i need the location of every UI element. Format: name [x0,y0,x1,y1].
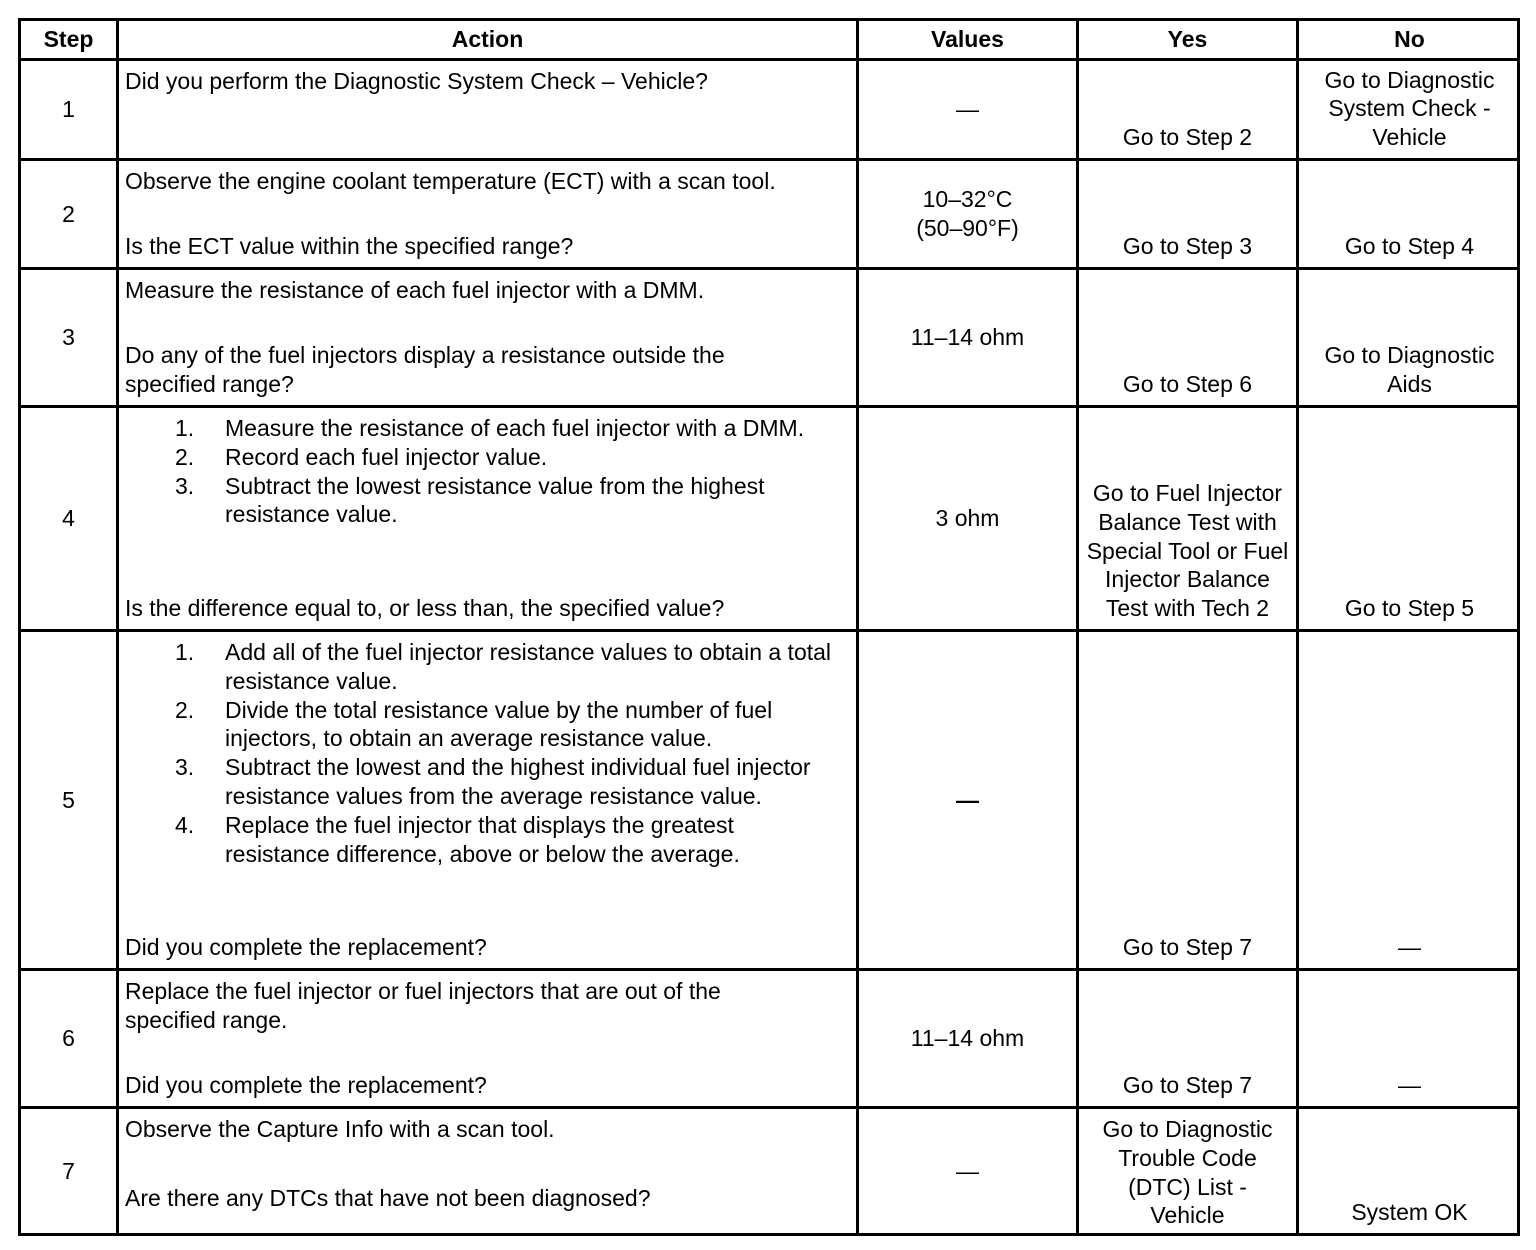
step-number: 4 [62,505,75,532]
values-cell: — [956,786,979,813]
values-cell: 3 ohm [935,505,1000,532]
header-values: Values [931,26,1004,52]
action-question: Did you complete the replacement? [125,934,487,961]
action-cell [119,161,856,267]
list-item: 4. Replace the fuel injector that displays the greatest resistance difference, above or below the average. [175,811,740,867]
yes-cell: Go to Step 6 [1122,371,1253,398]
list-item: 2. Divide the total resistance value by the number of fuel injectors, to obtain an average resistance value. [175,696,773,752]
action-cell [119,61,856,158]
action-text: Observe the engine coolant temperature (ECT) with a scan tool. [125,168,776,194]
header-action: Action [451,26,524,52]
values-cell: — [956,96,979,123]
yes-cell: Go to Step 7 [1122,934,1253,961]
no-cell: System OK [1351,1199,1468,1226]
no-cell: Go to Diagnostic System Check - Vehicle [1324,66,1495,151]
no-cell: — [1398,1072,1421,1099]
list-item: 3. Subtract the lowest and the highest individual fuel injector resistance values from the average resistance value. [175,754,811,809]
no-cell: — [1398,934,1421,961]
action-text: Did you perform the Diagnostic System Check – Vehicle? [125,68,708,94]
action-question: Is the ECT value within the specified range? [125,233,574,260]
action-cell [119,632,856,968]
action-question: Are there any DTCs that have not been diagnosed? [125,1185,651,1212]
action-text: Measure the resistance of each fuel injector with a DMM. [125,277,705,303]
values-cell: 10–32°C (50–90°F) [916,186,1019,241]
action-list [125,638,836,868]
no-cell: Go to Step 4 [1344,233,1475,260]
action-text: Replace the fuel injector or fuel injectors that are out of the specified range. [125,978,721,1033]
header-yes: Yes [1167,26,1208,52]
action-list [125,414,836,529]
action-cell [119,971,856,1106]
action-question: Is the difference equal to, or less than, the specified value? [125,595,725,622]
yes-cell: Go to Fuel Injector Balance Test with Special Tool or Fuel Injector Balance Test with Tech 2 [1086,480,1289,622]
list-item: 3. Subtract the lowest resistance value from the highest resistance value. [175,472,765,528]
step-number: 3 [62,324,75,351]
step-number: 1 [62,96,75,123]
no-cell: Go to Step 5 [1344,595,1475,622]
step-number: 7 [62,1157,75,1184]
list-item: 1. Add all of the fuel injector resistance values to obtain a total resistance value. [175,639,832,694]
list-item: 2. Record each fuel injector value. [175,443,548,470]
values-cell: — [956,1157,979,1184]
action-cell [119,1109,856,1233]
step-number: 5 [62,786,75,813]
diagnostic-table [18,18,1520,1236]
yes-cell: Go to Step 7 [1122,1072,1253,1099]
header-step: Step [43,26,94,52]
action-question: Do any of the fuel injectors display a resistance outside the specified range? [125,342,725,398]
header-no: No [1394,26,1425,52]
action-cell [119,270,856,405]
action-text: Observe the Capture Info with a scan tool. [125,1116,555,1142]
no-cell: Go to Diagnostic Aids [1324,342,1495,398]
step-number: 2 [62,200,75,227]
yes-cell: Go to Diagnostic Trouble Code (DTC) List - Vehicle [1102,1116,1273,1229]
yes-cell: Go to Step 3 [1122,233,1253,260]
values-cell: 11–14 ohm [910,1025,1025,1052]
list-item: 1. Measure the resistance of each fuel injector with a DMM. [175,415,805,441]
values-cell: 11–14 ohm [910,324,1025,351]
step-number: 6 [62,1025,75,1052]
action-question: Did you complete the replacement? [125,1072,487,1099]
action-cell [119,408,856,629]
yes-cell: Go to Step 2 [1122,124,1253,151]
